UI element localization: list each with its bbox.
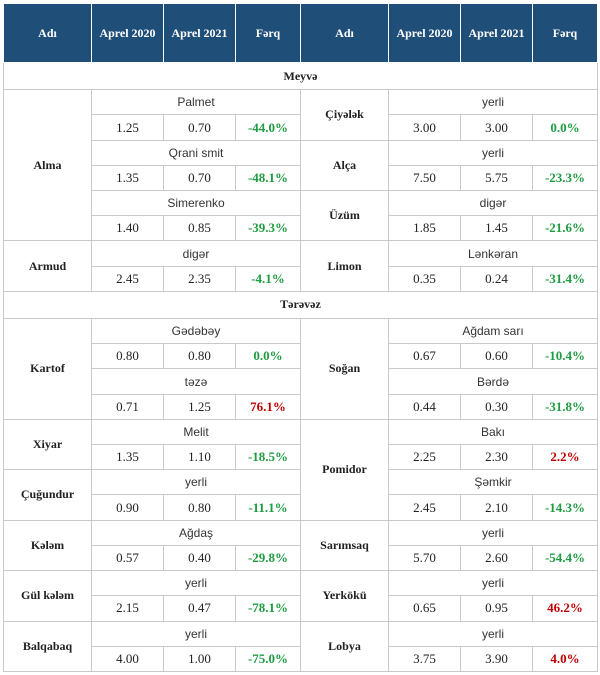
variety-label: Bərdə <box>389 369 598 394</box>
price-2021: 1.45 <box>461 216 533 241</box>
price-2021: 2.60 <box>461 545 533 570</box>
price-diff: 0.0% <box>533 115 598 140</box>
product-name: Üzüm <box>301 191 389 241</box>
price-2021: 2.35 <box>164 266 236 291</box>
price-2021: 0.70 <box>164 165 236 190</box>
price-diff: 2.2% <box>533 445 598 470</box>
price-diff: -44.0% <box>236 115 301 140</box>
variety-label: təzə <box>92 369 301 394</box>
header-2021-right: Aprel 2021 <box>461 4 533 63</box>
price-2020: 2.15 <box>92 596 164 621</box>
price-2021: 0.30 <box>461 394 533 419</box>
price-diff: -10.4% <box>533 344 598 369</box>
variety-label: digər <box>389 191 598 216</box>
product-name: Kartof <box>4 319 92 420</box>
price-diff: -31.8% <box>533 394 598 419</box>
table-row <box>4 520 598 545</box>
price-diff: 0.0% <box>236 344 301 369</box>
product-name: Soğan <box>301 319 389 420</box>
price-2020: 0.67 <box>389 344 461 369</box>
price-diff: 76.1% <box>236 394 301 419</box>
product-name: Kələm <box>4 520 92 570</box>
price-2020: 0.71 <box>92 394 164 419</box>
header-diff-left: Fərq <box>236 4 301 63</box>
price-2020: 3.75 <box>389 646 461 671</box>
price-2020: 2.45 <box>92 266 164 291</box>
product-name: Pomidor <box>301 419 389 520</box>
variety-label: yerli <box>92 470 301 495</box>
variety-label: Lənkəran <box>389 241 598 266</box>
price-diff: -11.1% <box>236 495 301 520</box>
price-2021: 1.25 <box>164 394 236 419</box>
section-veg-title: Tərəvəz <box>4 291 598 318</box>
price-diff: -78.1% <box>236 596 301 621</box>
product-name: Lobya <box>301 621 389 672</box>
variety-label: Gədəbəy <box>92 319 301 344</box>
variety-label: yerli <box>389 571 598 596</box>
variety-label: Ağdam sarı <box>389 319 598 344</box>
price-2020: 5.70 <box>389 545 461 570</box>
price-comparison-table <box>3 3 598 672</box>
table-row <box>4 241 598 266</box>
price-2020: 2.45 <box>389 495 461 520</box>
price-2021: 2.30 <box>461 445 533 470</box>
price-diff: -18.5% <box>236 445 301 470</box>
table-row <box>4 90 598 115</box>
price-2021: 0.60 <box>461 344 533 369</box>
price-2020: 0.44 <box>389 394 461 419</box>
header-2020-right: Aprel 2020 <box>389 4 461 63</box>
price-diff: -4.1% <box>236 266 301 291</box>
price-2020: 0.90 <box>92 495 164 520</box>
price-2021: 0.40 <box>164 545 236 570</box>
table-row <box>4 621 598 646</box>
variety-label: yerli <box>389 90 598 115</box>
price-2020: 0.35 <box>389 266 461 291</box>
product-name: Limon <box>301 241 389 291</box>
variety-label: digər <box>92 241 301 266</box>
price-2021: 0.80 <box>164 344 236 369</box>
product-name: Balqabaq <box>4 621 92 672</box>
product-name: Gül kələm <box>4 571 92 621</box>
price-2020: 1.35 <box>92 445 164 470</box>
header-2020-left: Aprel 2020 <box>92 4 164 63</box>
price-2021: 2.10 <box>461 495 533 520</box>
price-2021: 0.80 <box>164 495 236 520</box>
price-2020: 1.35 <box>92 165 164 190</box>
price-diff: 46.2% <box>533 596 598 621</box>
variety-label: yerli <box>389 140 598 165</box>
price-2021: 0.24 <box>461 266 533 291</box>
product-name: Sarımsaq <box>301 520 389 570</box>
product-name: Alma <box>4 90 92 241</box>
section-fruit-title: Meyvə <box>4 63 598 90</box>
header-diff-right: Fərq <box>533 4 598 63</box>
price-2021: 5.75 <box>461 165 533 190</box>
price-diff: -14.3% <box>533 495 598 520</box>
variety-label: Simerenko <box>92 191 301 216</box>
header-name-right: Adı <box>301 4 389 63</box>
product-name: Çiyələk <box>301 90 389 140</box>
variety-label: yerli <box>92 621 301 646</box>
price-diff: -29.8% <box>236 545 301 570</box>
price-2020: 3.00 <box>389 115 461 140</box>
price-2020: 0.80 <box>92 344 164 369</box>
product-name: Yerkökü <box>301 571 389 621</box>
variety-label: Melit <box>92 419 301 444</box>
price-2020: 1.25 <box>92 115 164 140</box>
price-2021: 3.00 <box>461 115 533 140</box>
table-row <box>4 571 598 596</box>
price-2021: 0.85 <box>164 216 236 241</box>
table-header <box>4 4 598 63</box>
variety-label: Ağdaş <box>92 520 301 545</box>
product-name: Armud <box>4 241 92 291</box>
section-row <box>4 63 598 90</box>
section-row <box>4 291 598 318</box>
variety-label: yerli <box>92 571 301 596</box>
price-2021: 0.95 <box>461 596 533 621</box>
price-2021: 3.90 <box>461 646 533 671</box>
table-row <box>4 191 598 216</box>
price-diff: -54.4% <box>533 545 598 570</box>
table-row <box>4 319 598 344</box>
table-row <box>4 419 598 444</box>
variety-label: Bakı <box>389 419 598 444</box>
variety-label: yerli <box>389 621 598 646</box>
price-diff: -21.6% <box>533 216 598 241</box>
price-2020: 0.57 <box>92 545 164 570</box>
price-2021: 0.70 <box>164 115 236 140</box>
price-diff: -31.4% <box>533 266 598 291</box>
variety-label: Qrani smit <box>92 140 301 165</box>
variety-label: Palmet <box>92 90 301 115</box>
price-diff: -23.3% <box>533 165 598 190</box>
price-2020: 1.85 <box>389 216 461 241</box>
price-diff: -48.1% <box>236 165 301 190</box>
table-row <box>4 140 598 165</box>
price-2021: 1.00 <box>164 646 236 671</box>
price-diff: -75.0% <box>236 646 301 671</box>
product-name: Çuğundur <box>4 470 92 520</box>
variety-label: Şəmkir <box>389 470 598 495</box>
header-name-left: Adı <box>4 4 92 63</box>
price-2020: 4.00 <box>92 646 164 671</box>
price-2020: 1.40 <box>92 216 164 241</box>
price-2020: 2.25 <box>389 445 461 470</box>
table-body <box>4 63 598 672</box>
price-diff: -39.3% <box>236 216 301 241</box>
price-2020: 0.65 <box>389 596 461 621</box>
variety-label: yerli <box>389 520 598 545</box>
product-name: Xiyar <box>4 419 92 469</box>
price-2021: 0.47 <box>164 596 236 621</box>
price-diff: 4.0% <box>533 646 598 671</box>
product-name: Alça <box>301 140 389 190</box>
price-2020: 7.50 <box>389 165 461 190</box>
header-2021-left: Aprel 2021 <box>164 4 236 63</box>
price-2021: 1.10 <box>164 445 236 470</box>
